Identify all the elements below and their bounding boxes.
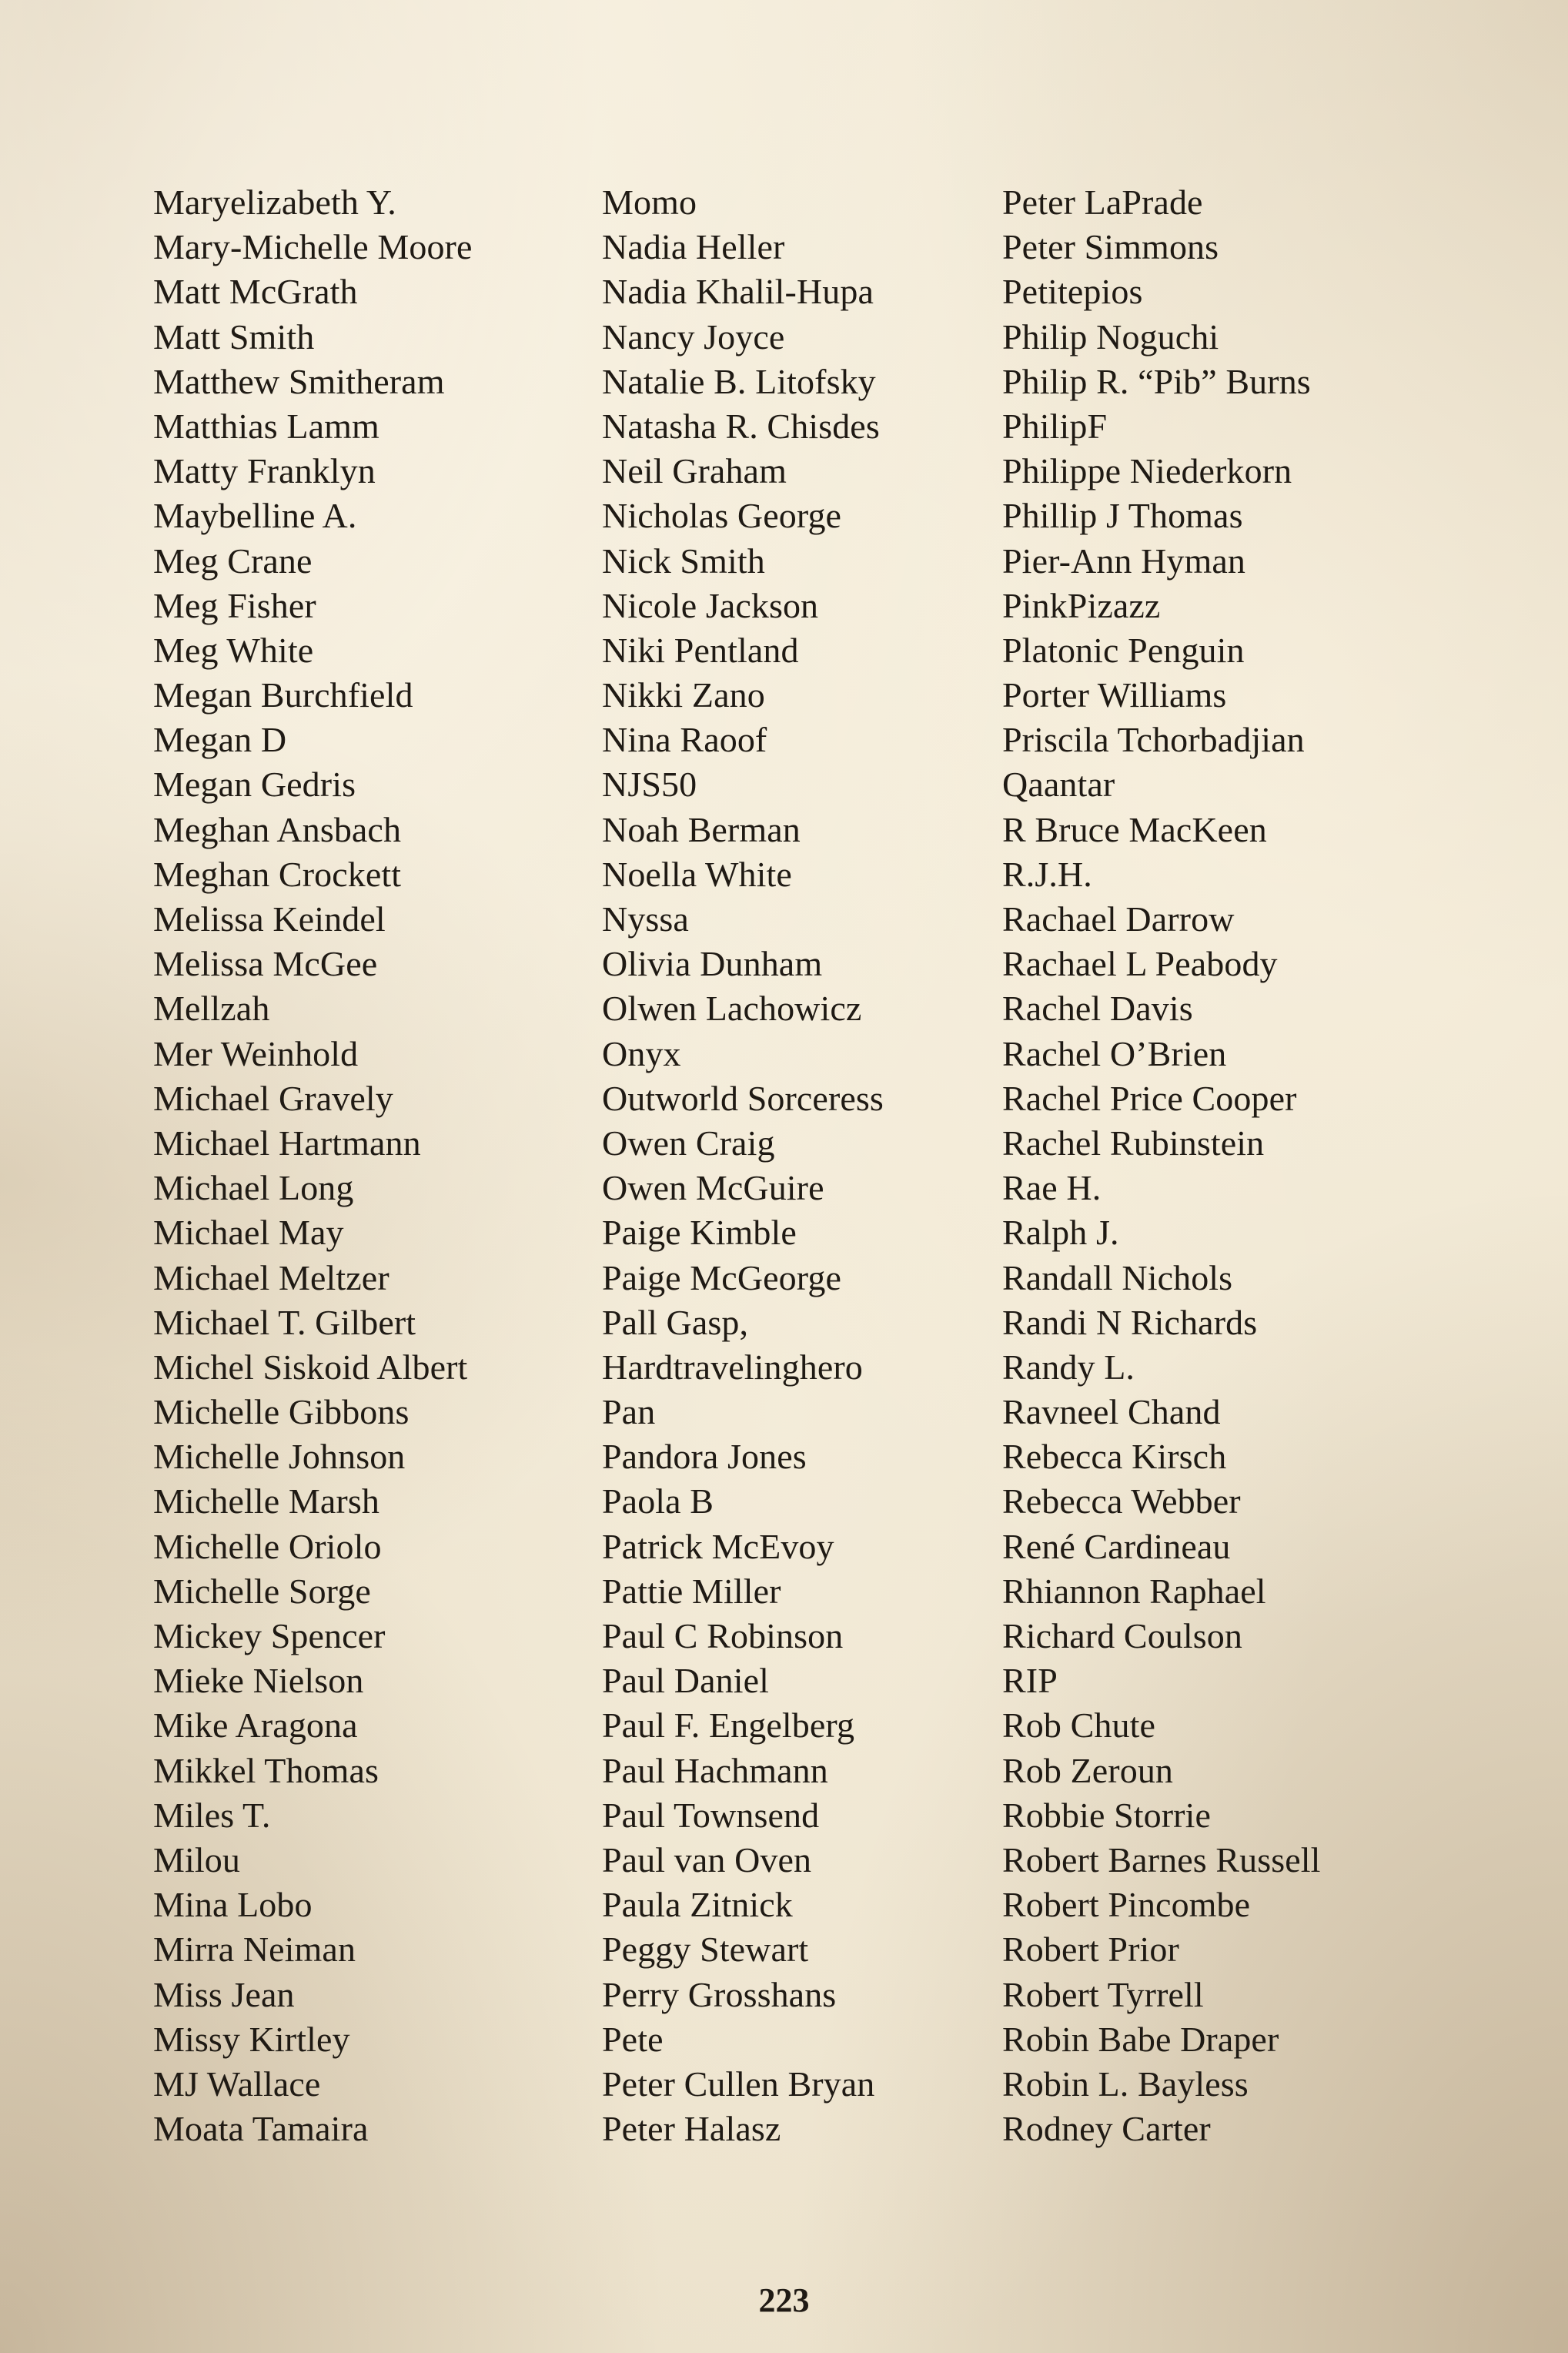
name-entry: Rachael L Peabody — [1002, 944, 1278, 984]
names-column-2 — [602, 180, 884, 2151]
name-entry: Olivia Dunham — [602, 944, 823, 984]
name-entry: Nyssa — [602, 899, 689, 939]
name-entry: Robbie Storrie — [1002, 1795, 1211, 1835]
name-entry: Paige Kimble — [602, 1213, 797, 1253]
name-entry: Robert Tyrrell — [1002, 1974, 1204, 2014]
name-entry: Matt Smith — [153, 316, 315, 356]
names-column-3 — [1002, 180, 1321, 2151]
name-entry: Rachel Davis — [1002, 989, 1193, 1029]
name-entry: Pier-Ann Hyman — [1002, 541, 1246, 581]
name-entry: RIP — [1002, 1661, 1058, 1701]
name-entry: Michelle Marsh — [153, 1481, 379, 1521]
name-entry: Michelle Gibbons — [153, 1392, 410, 1432]
name-entry: Megan Burchfield — [153, 675, 413, 715]
name-entry: Matt McGrath — [153, 272, 358, 312]
name-entry: Mikkel Thomas — [153, 1750, 379, 1790]
name-entry: Matthew Smitheram — [153, 361, 445, 401]
name-entry: Nikki Zano — [602, 675, 765, 715]
name-entry: Rachael Darrow — [1002, 899, 1235, 939]
name-entry: Pattie Miller — [602, 1571, 781, 1611]
name-entry: Petitepios — [1002, 272, 1143, 312]
name-entry: Meg Crane — [153, 541, 313, 581]
name-entry: Michael Long — [153, 1168, 354, 1208]
name-entry: Michael T. Gilbert — [153, 1302, 416, 1342]
name-entry: Perry Grosshans — [602, 1974, 837, 2014]
name-entry: Ralph J. — [1002, 1213, 1119, 1253]
name-entry: Neil Graham — [602, 451, 787, 491]
name-entry: Mickey Spencer — [153, 1616, 386, 1655]
name-entry: Richard Coulson — [1002, 1616, 1242, 1655]
name-entry: Rhiannon Raphael — [1002, 1571, 1266, 1611]
name-entry: Nick Smith — [602, 541, 765, 581]
name-entry: MJ Wallace — [153, 2063, 321, 2104]
name-entry: Paul Townsend — [602, 1795, 820, 1835]
name-entry: Peggy Stewart — [602, 1930, 809, 1970]
name-entry: Michael Gravely — [153, 1078, 393, 1118]
name-entry: Paul van Oven — [602, 1839, 812, 1879]
name-entry: Robin L. Bayless — [1002, 2063, 1249, 2104]
name-entry: Rachel Rubinstein — [1002, 1123, 1265, 1163]
name-entry: Robin Babe Draper — [1002, 2019, 1279, 2059]
name-entry: Phillip J Thomas — [1002, 496, 1243, 536]
name-entry: Randall Nichols — [1002, 1257, 1233, 1297]
name-entry: Philip R. “Pib” Burns — [1002, 361, 1311, 401]
name-entry: Matthias Lamm — [153, 406, 379, 446]
name-entry: Platonic Penguin — [1002, 630, 1245, 670]
name-entry: Mina Lobo — [153, 1885, 313, 1925]
name-entry: Matty Franklyn — [153, 451, 376, 491]
name-entry: Michael Hartmann — [153, 1123, 421, 1163]
name-entry: Melissa Keindel — [153, 899, 386, 939]
name-entry: Pall Gasp, — [602, 1302, 749, 1342]
name-entry: Mike Aragona — [153, 1705, 358, 1746]
name-entry: Nicole Jackson — [602, 585, 819, 625]
name-entry: Paul C Robinson — [602, 1616, 844, 1655]
name-entry: Robert Prior — [1002, 1930, 1179, 1970]
name-entry: Qaantar — [1002, 765, 1115, 805]
name-entry: Megan Gedris — [153, 765, 356, 805]
name-entry: Paula Zitnick — [602, 1885, 793, 1925]
name-entry: Michelle Sorge — [153, 1571, 371, 1611]
name-entry: Rebecca Kirsch — [1002, 1437, 1227, 1477]
name-entry: Mer Weinhold — [153, 1033, 359, 1073]
name-entry: Rodney Carter — [1002, 2109, 1211, 2149]
name-entry: Priscila Tchorbadjian — [1002, 720, 1305, 760]
name-entry: Paul Daniel — [602, 1661, 769, 1701]
name-entry: Miss Jean — [153, 1974, 295, 2014]
name-entry: Michael May — [153, 1213, 344, 1253]
name-entry: Meg White — [153, 630, 314, 670]
name-entry: Robert Barnes Russell — [1002, 1839, 1321, 1879]
name-entry: Outworld Sorceress — [602, 1078, 884, 1118]
page-number: 223 — [758, 2281, 810, 2319]
name-entry: Paul Hachmann — [602, 1750, 828, 1790]
name-entry: Moata Tamaira — [153, 2109, 369, 2149]
name-entry: Mieke Nielson — [153, 1661, 364, 1701]
name-entry: Randi N Richards — [1002, 1302, 1258, 1342]
name-entry: Melissa McGee — [153, 944, 378, 984]
name-entry: PinkPizazz — [1002, 585, 1161, 625]
name-entry: Rob Chute — [1002, 1705, 1155, 1746]
name-entry: Mirra Neiman — [153, 1930, 356, 1970]
name-entry: Ravneel Chand — [1002, 1392, 1221, 1432]
name-entry: Peter LaPrade — [1002, 182, 1203, 222]
name-entry: Rebecca Webber — [1002, 1481, 1241, 1521]
name-entry: R Bruce MacKeen — [1002, 809, 1267, 849]
name-entry: Peter Simmons — [1002, 227, 1219, 267]
name-entry: Mellzah — [153, 989, 270, 1029]
name-entry: Milou — [153, 1839, 240, 1879]
name-entry: Niki Pentland — [602, 630, 799, 670]
name-entry: Natasha R. Chisdes — [602, 406, 880, 446]
name-entry: Nancy Joyce — [602, 316, 785, 356]
name-entry: Paola B — [602, 1481, 714, 1521]
name-entry: Megan D — [153, 720, 287, 760]
name-entry: NJS50 — [602, 765, 697, 805]
name-entry: Momo — [602, 182, 697, 222]
name-entry: Meghan Ansbach — [153, 809, 402, 849]
name-entry: Nadia Khalil-Hupa — [602, 272, 874, 312]
name-entry: Pan — [602, 1392, 656, 1432]
name-entry: Maryelizabeth Y. — [153, 182, 396, 222]
name-entry: Nadia Heller — [602, 227, 785, 267]
name-entry: Meghan Crockett — [153, 854, 402, 894]
name-entry: Mary-Michelle Moore — [153, 227, 473, 267]
name-entry: René Cardineau — [1002, 1526, 1231, 1566]
name-entry: Pandora Jones — [602, 1437, 807, 1477]
name-entry: Nina Raoof — [602, 720, 767, 760]
name-entry: Maybelline A. — [153, 496, 357, 536]
name-entry: R.J.H. — [1002, 854, 1092, 894]
name-entry: Michelle Oriolo — [153, 1526, 382, 1566]
name-entry: Paul F. Engelberg — [602, 1705, 855, 1746]
names-column-1 — [153, 180, 473, 2151]
name-entry: Michael Meltzer — [153, 1257, 389, 1297]
name-entry: Randy L. — [1002, 1347, 1135, 1387]
name-entry: Philippe Niederkorn — [1002, 451, 1292, 491]
name-entry: Peter Halasz — [602, 2109, 781, 2149]
name-entry: Nicholas George — [602, 496, 842, 536]
name-entry: Pete — [602, 2019, 664, 2059]
name-entry: Philip Noguchi — [1002, 316, 1219, 356]
name-entry: Natalie B. Litofsky — [602, 361, 876, 401]
name-entry: PhilipF — [1002, 406, 1108, 446]
name-entry: Owen Craig — [602, 1123, 775, 1163]
name-entry: Rob Zeroun — [1002, 1750, 1174, 1790]
name-entry: Porter Williams — [1002, 675, 1227, 715]
name-entry: Rachel O’Brien — [1002, 1033, 1227, 1073]
name-entry: Peter Cullen Bryan — [602, 2063, 875, 2104]
name-entry: Miles T. — [153, 1795, 271, 1835]
name-entry: Onyx — [602, 1033, 681, 1073]
name-entry: Rachel Price Cooper — [1002, 1078, 1297, 1118]
name-entry: Robert Pincombe — [1002, 1885, 1251, 1925]
name-entry: Owen McGuire — [602, 1168, 824, 1208]
name-entry: Missy Kirtley — [153, 2019, 350, 2059]
name-entry: Rae H. — [1002, 1168, 1102, 1208]
name-entry: Noah Berman — [602, 809, 801, 849]
name-entry: Hardtravelinghero — [602, 1347, 863, 1387]
name-entry: Paige McGeorge — [602, 1257, 841, 1297]
name-entry: Olwen Lachowicz — [602, 989, 862, 1029]
name-entry: Meg Fisher — [153, 585, 316, 625]
name-entry: Michel Siskoid Albert — [153, 1347, 468, 1387]
name-entry: Michelle Johnson — [153, 1437, 406, 1477]
name-entry: Noella White — [602, 854, 792, 894]
name-entry: Patrick McEvoy — [602, 1526, 834, 1566]
